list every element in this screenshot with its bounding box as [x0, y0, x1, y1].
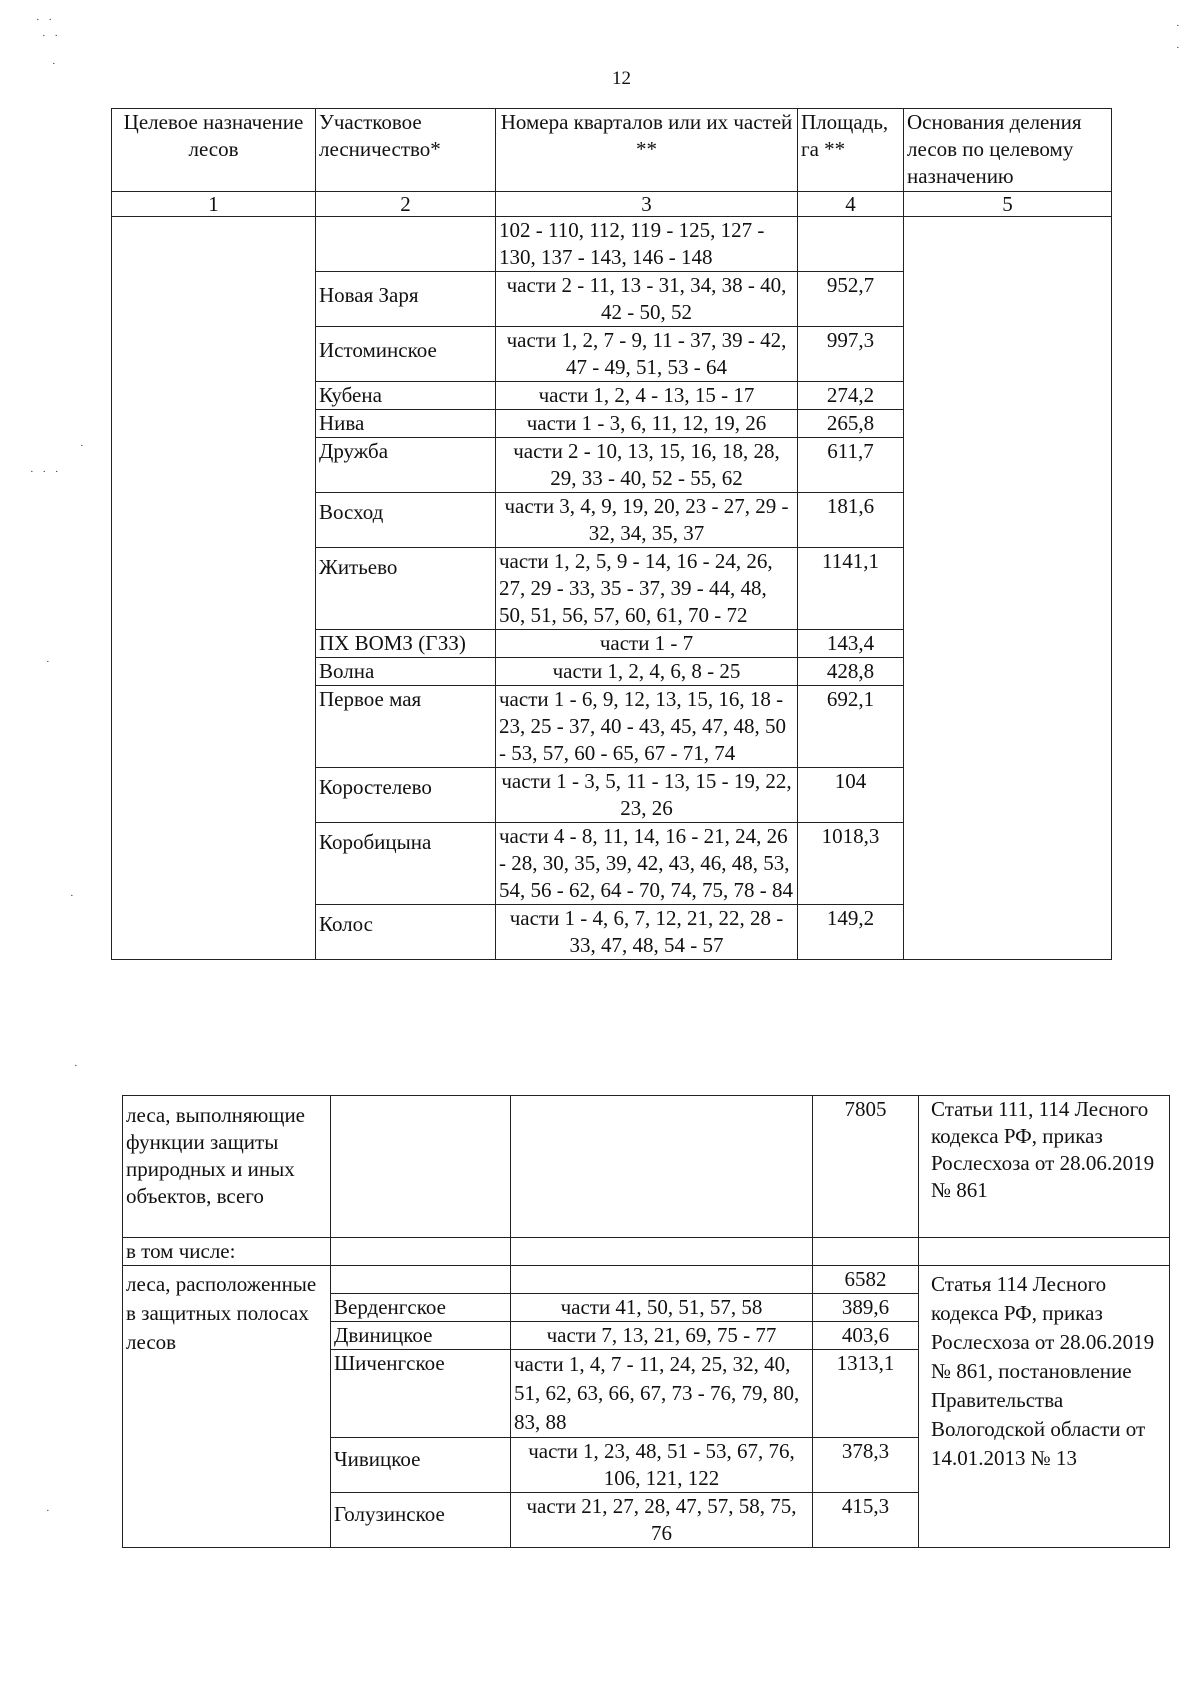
quarters-cell: части 21, 27, 28, 47, 57, 58, 75, 76 — [511, 1493, 813, 1548]
area-cell: 1313,1 — [813, 1350, 919, 1438]
district-cell: Чивицкое — [331, 1438, 511, 1493]
scan-noise: · — [80, 440, 87, 452]
district-cell: Восход — [316, 493, 496, 548]
quarters-cell: части 1 - 3, 5, 11 - 13, 15 - 19, 22, 23, 26 — [496, 768, 798, 823]
area-cell: 274,2 — [798, 382, 904, 410]
quarters-cell: 102 - 110, 112, 119 - 125, 127 - 130, 137 - 143, 146 - 148 — [496, 217, 798, 272]
scan-noise: · · · — [30, 466, 62, 478]
district-cell: Колос — [316, 905, 496, 960]
header-basis: Основания деления лесов по целевому назначению — [904, 109, 1112, 192]
header-area: Площадь, га ** — [798, 109, 904, 192]
scan-noise: · — [1176, 20, 1183, 32]
quarters-cell: части 1, 2, 4 - 13, 15 - 17 — [496, 382, 798, 410]
quarters-cell — [511, 1096, 813, 1238]
district-cell — [316, 217, 496, 272]
scan-noise: · — [1176, 42, 1183, 54]
column-number: 3 — [496, 192, 798, 217]
forest-table-part1 — [111, 108, 1112, 960]
column-number: 2 — [316, 192, 496, 217]
scan-noise: · · — [36, 14, 56, 26]
district-cell: Волна — [316, 658, 496, 686]
column-numbers-row — [112, 192, 1112, 217]
district-cell: Житьево — [316, 548, 496, 630]
quarters-cell: части 1 - 7 — [496, 630, 798, 658]
district-cell: Первое мая — [316, 686, 496, 768]
district-cell: Истоминское — [316, 327, 496, 382]
district-cell: Верденгское — [331, 1294, 511, 1322]
forest-table-part2 — [122, 1095, 1170, 1548]
scan-noise: · — [74, 1060, 81, 1072]
quarters-cell: части 3, 4, 9, 19, 20, 23 - 27, 29 - 32, 34, 35, 37 — [496, 493, 798, 548]
area-cell: 403,6 — [813, 1322, 919, 1350]
purpose-cell: леса, расположенные в защитных полосах лесов — [123, 1266, 331, 1548]
area-cell: 428,8 — [798, 658, 904, 686]
district-cell: Нива — [316, 410, 496, 438]
area-cell: 149,2 — [798, 905, 904, 960]
table-row — [123, 1266, 1170, 1294]
quarters-cell: части 1 - 3, 6, 11, 12, 19, 26 — [496, 410, 798, 438]
purpose-cell — [112, 217, 316, 960]
basis-cell: Статьи 111, 114 Лесного кодекса РФ, приказ Рослесхоза от 28.06.2019 № 861 — [919, 1096, 1170, 1238]
area-cell: 611,7 — [798, 438, 904, 493]
table-row — [123, 1238, 1170, 1266]
page-number: 12 — [612, 68, 631, 89]
district-cell — [331, 1266, 511, 1294]
area-cell: 181,6 — [798, 493, 904, 548]
quarters-cell: части 1, 23, 48, 51 - 53, 67, 76, 106, 121, 122 — [511, 1438, 813, 1493]
quarters-cell: части 2 - 11, 13 - 31, 34, 38 - 40, 42 - 50, 52 — [496, 272, 798, 327]
quarters-cell: части 1 - 6, 9, 12, 13, 15, 16, 18 - 23, 25 - 37, 40 - 43, 45, 47, 48, 50 - 53, 57, 60 - 65, 67 - 71, 74 — [496, 686, 798, 768]
area-cell — [798, 217, 904, 272]
district-cell: Двиницкое — [331, 1322, 511, 1350]
area-cell: 415,3 — [813, 1493, 919, 1548]
quarters-cell: части 1 - 4, 6, 7, 12, 21, 22, 28 - 33, 47, 48, 54 - 57 — [496, 905, 798, 960]
quarters-cell: части 1, 2, 4, 6, 8 - 25 — [496, 658, 798, 686]
purpose-cell: леса, выполняющие функции защиты природных и иных объектов, всего — [123, 1096, 331, 1238]
district-cell: ПХ ВОМЗ (ГЗЗ) — [316, 630, 496, 658]
scan-noise: · · — [42, 30, 62, 42]
district-cell: Коробицына — [316, 823, 496, 905]
scan-noise: · — [46, 656, 53, 668]
quarters-cell — [511, 1266, 813, 1294]
scan-noise: · — [52, 58, 59, 70]
area-cell: 143,4 — [798, 630, 904, 658]
header-row — [112, 109, 1112, 192]
quarters-cell — [511, 1238, 813, 1266]
district-cell: Дружба — [316, 438, 496, 493]
area-cell: 104 — [798, 768, 904, 823]
column-number: 5 — [904, 192, 1112, 217]
header-purpose: Целевое назначение лесов — [112, 109, 316, 192]
area-cell — [813, 1238, 919, 1266]
header-district: Участковое лесничество* — [316, 109, 496, 192]
basis-cell — [904, 217, 1112, 960]
area-cell: 378,3 — [813, 1438, 919, 1493]
area-cell: 1141,1 — [798, 548, 904, 630]
area-cell: 692,1 — [798, 686, 904, 768]
area-cell: 265,8 — [798, 410, 904, 438]
quarters-cell: части 7, 13, 21, 69, 75 - 77 — [511, 1322, 813, 1350]
quarters-cell: части 1, 2, 5, 9 - 14, 16 - 24, 26, 27, 29 - 33, 35 - 37, 39 - 44, 48, 50, 51, 56, 57, 60, 61, 70 - 72 — [496, 548, 798, 630]
quarters-cell: части 2 - 10, 13, 15, 16, 18, 28, 29, 33 - 40, 52 - 55, 62 — [496, 438, 798, 493]
table-row — [112, 217, 1112, 272]
basis-cell — [919, 1238, 1170, 1266]
quarters-cell: части 1, 4, 7 - 11, 24, 25, 32, 40, 51, 62, 63, 66, 67, 73 - 76, 79, 80, 83, 88 — [511, 1350, 813, 1438]
scan-noise: · — [70, 890, 77, 902]
district-cell — [331, 1096, 511, 1238]
district-cell: Новая Заря — [316, 272, 496, 327]
district-cell: Голузинское — [331, 1493, 511, 1548]
area-cell: 389,6 — [813, 1294, 919, 1322]
district-cell: Коростелево — [316, 768, 496, 823]
including-label: в том числе: — [123, 1238, 331, 1266]
quarters-cell: части 4 - 8, 11, 14, 16 - 21, 24, 26 - 28, 30, 35, 39, 42, 43, 46, 48, 53, 54, 56 - 62, 64 - 70, 74, 75, 78 - 84 — [496, 823, 798, 905]
header-quarters: Номера кварталов или их частей ** — [496, 109, 798, 192]
quarters-cell: части 41, 50, 51, 57, 58 — [511, 1294, 813, 1322]
district-cell: Кубена — [316, 382, 496, 410]
district-cell — [331, 1238, 511, 1266]
district-cell: Шиченгское — [331, 1350, 511, 1438]
quarters-cell: части 1, 2, 7 - 9, 11 - 37, 39 - 42, 47 - 49, 51, 53 - 64 — [496, 327, 798, 382]
area-cell: 952,7 — [798, 272, 904, 327]
scan-noise: · — [46, 1505, 53, 1517]
column-number: 4 — [798, 192, 904, 217]
area-cell: 1018,3 — [798, 823, 904, 905]
area-cell: 7805 — [813, 1096, 919, 1238]
column-number: 1 — [112, 192, 316, 217]
area-cell: 997,3 — [798, 327, 904, 382]
basis-cell: Статья 114 Лесного кодекса РФ, приказ Рослесхоза от 28.06.2019 № 861, постановление Правительства Вологодской области от 14.01.2013 № 13 — [919, 1266, 1170, 1548]
table-row — [123, 1096, 1170, 1238]
area-cell: 6582 — [813, 1266, 919, 1294]
